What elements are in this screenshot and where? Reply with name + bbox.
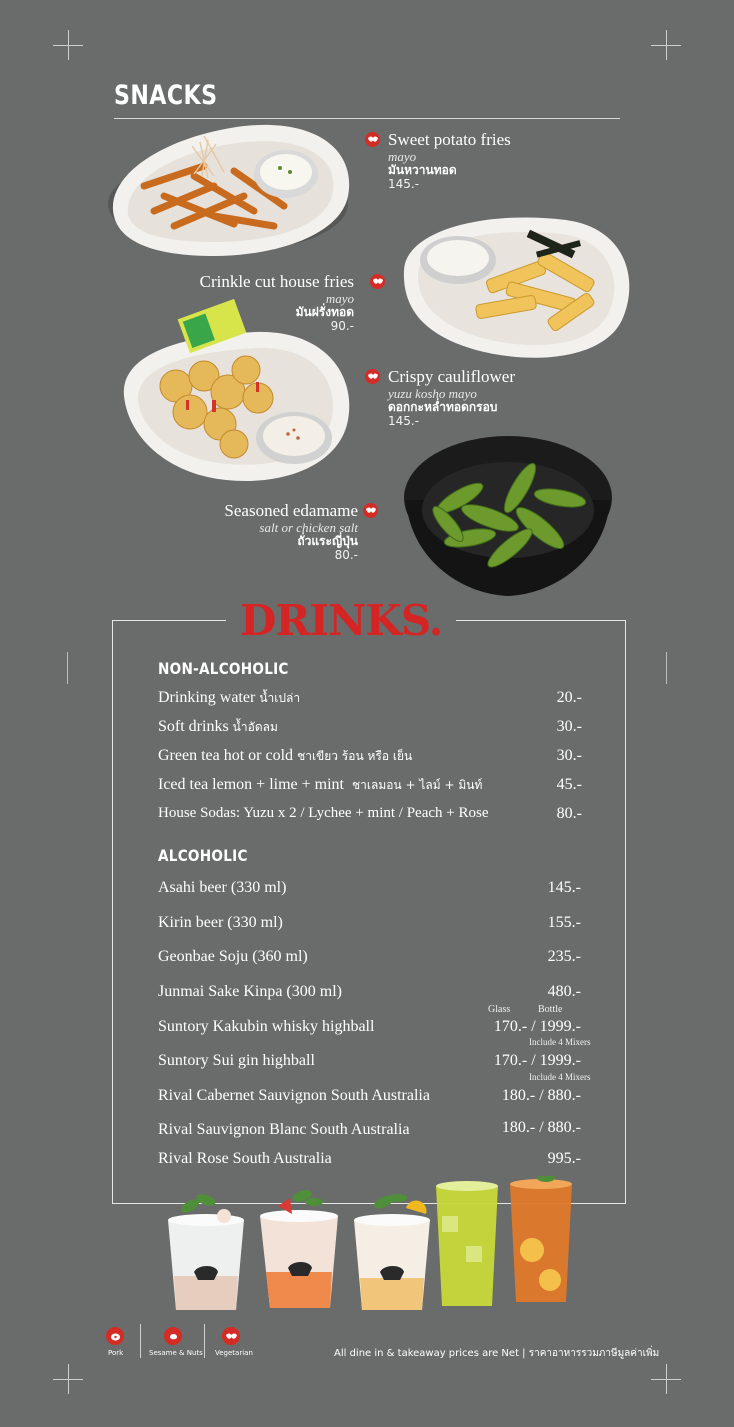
drink-price: 170.- / 1999.- [493,1052,581,1069]
snack-sauce: salt or chicken salt [259,519,358,535]
snack-thai-name: มันฝรั่งทอด [295,305,354,320]
drink-row: Asahi beer (330 ml) [158,879,287,896]
drink-thai-name: น้ำเปล่า [259,691,301,705]
snack-thai-name: ถั่วแระญี่ปุ่น [297,534,358,549]
drink-name: Soft drinks [158,718,229,735]
snack-item-sweet-potato-fries [388,130,511,192]
drink-name: House Sodas: Yuzu x 2 / Lychee + mint / Peach + Rose [158,805,489,821]
snack-price: 145.- [388,177,420,192]
edamame-bowl-photo [400,428,616,600]
drink-name: Green tea hot or cold [158,747,294,764]
drink-price: 80.- [556,805,582,822]
leaf-mask-icon [222,1327,240,1345]
drink-row: Suntory Kakubin whisky highball [158,1018,375,1035]
vegetarian-icon [365,369,380,384]
snack-item-seasoned-edamame [224,501,358,563]
drink-row [158,776,482,795]
drink-price: 20.- [556,689,582,706]
vegetarian-icon [363,503,378,518]
glass-label: Glass [488,1004,511,1015]
legend-pork: Pork [108,1349,124,1357]
snack-item-crispy-cauliflower [388,367,515,429]
drink-price: 155.- [547,914,581,931]
drink-price: 30.- [556,747,582,764]
legend-sesame-nuts: Sesame & Nuts [149,1349,203,1357]
snack-thai-name: ดอกกะหล่ำทอดกรอบ [388,400,498,415]
drink-row: Rival Sauvignon Blanc South Australia [158,1121,410,1138]
snack-name: Seasoned edamame [224,501,358,520]
registration-tick [666,652,667,684]
drink-price: 30.- [556,718,582,735]
mixers-note: Include 4 Mixers [529,1037,591,1047]
drink-row: Suntory Sui gin highball [158,1052,315,1069]
drink-thai-name: ชาเขียว ร้อน หรือ เย็น [297,749,413,763]
drink-row: Rival Rose South Australia [158,1150,332,1167]
footer-separator [140,1324,141,1358]
non-alcoholic-heading: NON-ALCOHOLIC [158,659,289,678]
drink-price: 45.- [556,776,582,793]
drink-row [158,805,488,822]
drink-price: 170.- / 1999.- [493,1018,581,1035]
bottle-label: Bottle [538,1004,563,1015]
crop-mark [651,30,681,60]
drink-price: 995.- [547,1150,581,1167]
drinks-title: DRINKS. [226,596,456,646]
pig-icon [106,1327,124,1345]
drink-price: 180.- / 880.- [501,1087,581,1104]
drink-row [158,689,300,708]
drink-name: Drinking water [158,689,256,706]
drink-row [158,747,412,766]
snack-price: 80.- [334,548,358,563]
price-note: All dine in & takeaway prices are Net | ราคาอาหารรวมภาษีมูลค่าเพิ่ม [334,1348,660,1359]
alcoholic-heading: ALCOHOLIC [158,846,248,865]
vegetarian-icon [365,132,380,147]
drink-row: Kirin beer (330 ml) [158,914,283,931]
crop-mark [53,1364,83,1394]
drink-price: 145.- [547,879,581,896]
snack-item-crinkle-fries [200,272,354,334]
registration-tick [67,652,68,684]
snack-price: 90.- [330,319,354,334]
snack-name: Crispy cauliflower [388,367,515,386]
snacks-title: SNACKS [114,80,218,111]
crop-mark [651,1364,681,1394]
snack-thai-name: มันหวานทอด [388,163,457,178]
drink-row: Geonbae Soju (360 ml) [158,948,308,965]
drink-price: 235.- [547,948,581,965]
drink-row [158,718,278,737]
crop-mark [53,30,83,60]
footer-separator [204,1324,205,1358]
drink-cups-photo [160,1176,580,1316]
nut-icon [164,1327,182,1345]
snack-sauce: mayo [388,148,417,164]
snack-name: Sweet potato fries [388,130,511,149]
snack-sauce: mayo [325,290,354,306]
drink-name: Iced tea lemon + lime + mint [158,776,344,793]
drink-row: Junmai Sake Kinpa (300 ml) [158,983,342,1000]
drink-price: 480.- [547,983,581,1000]
drink-price: 180.- / 880.- [501,1119,581,1136]
sweet-potato-fries-photo [104,116,356,266]
drink-row: Rival Cabernet Sauvignon South Australia [158,1087,430,1104]
drink-thai-name: ชาเลมอน + ไลม์ + มินท์ [352,778,483,792]
snack-sauce: yuzu kosho mayo [388,385,477,401]
crinkle-fries-photo [396,210,636,365]
legend-vegetarian: Vegetarian [215,1349,253,1357]
mixers-note: Include 4 Mixers [529,1072,591,1082]
vegetarian-icon [370,274,385,289]
snack-name: Crinkle cut house fries [199,272,354,291]
snack-price: 145.- [388,414,420,429]
drink-thai-name: น้ำอัดลม [232,720,278,734]
